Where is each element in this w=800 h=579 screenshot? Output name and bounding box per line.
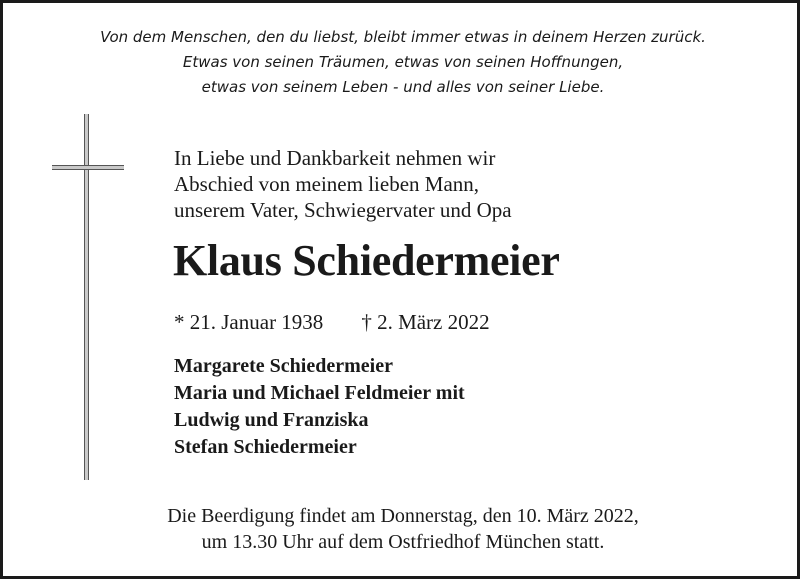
mourner-line-4: Stefan Schiedermeier [174,436,357,458]
mourners-list [174,353,465,461]
mourner-line-2: Maria und Michael Feldmeier mit [174,382,465,404]
death-date: † 2. März 2022 [361,310,490,334]
intro-line-1: In Liebe und Dankbarkeit nehmen wir [174,146,496,170]
funeral-line-1: Die Beerdigung findet am Donnerstag, den 10. März 2022, [167,505,639,527]
quote-line-3: etwas von seinem Leben - und alles von seiner Liebe. [201,78,605,96]
cross-icon [52,114,124,480]
birth-date: * 21. Januar 1938 [174,310,324,334]
cross-horizontal-beam [52,165,124,170]
funeral-line-2: um 13.30 Uhr auf dem Ostfriedhof München statt. [201,531,605,553]
mourner-line-3: Ludwig und Franziska [174,409,369,431]
mourner-line-1: Margarete Schiedermeier [174,355,393,377]
funeral-details [3,503,800,555]
quote-line-2: Etwas von seinen Träumen, etwas von seinen Hoffnungen, [182,53,624,71]
intro-line-2: Abschied von meinem lieben Mann, [174,172,480,196]
quote-line-1: Von dem Menschen, den du liebst, bleibt immer etwas in deinem Herzen zurück. [100,28,706,46]
intro-line-3: unserem Vater, Schwiegervater und Opa [174,198,512,222]
deceased-name: Klaus Schiedermeier [173,236,560,285]
memorial-quote [3,25,800,100]
intro-text [174,145,512,223]
life-dates [174,309,490,335]
